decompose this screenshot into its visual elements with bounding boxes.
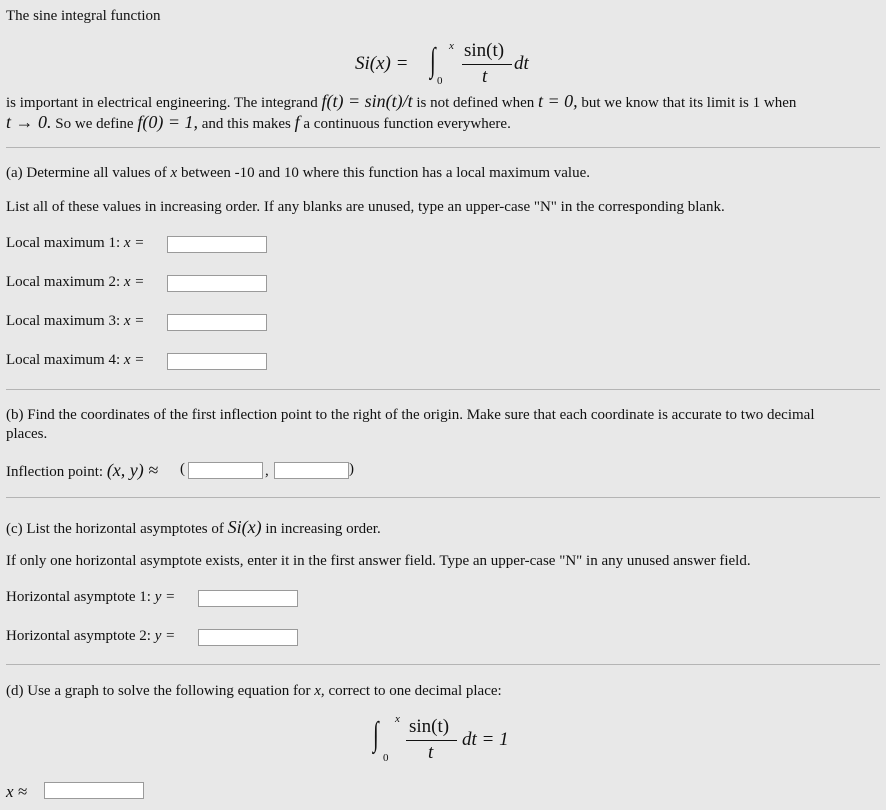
fraction-bar — [462, 64, 512, 65]
inflection-label-text: Inflection point: — [6, 464, 107, 480]
equation-lower-limit: 0 — [383, 752, 389, 764]
intro-line-2-text-c: but we know that its limit is 1 when — [577, 95, 797, 111]
asymptote-2-math: y = — [154, 628, 176, 644]
inflection-math: (x, y) ≈ — [106, 460, 159, 480]
local-max-4-input[interactable] — [167, 353, 267, 370]
part-a-prompt-a: (a) Determine all values of — [6, 165, 171, 181]
lower-limit: 0 — [437, 75, 443, 87]
part-b-prompt-line-1: (b) Find the coordinates of the first inflection point to the right of the origin. Make sure that each coordinate is accurate to two decimal — [6, 407, 815, 423]
formula-lhs: Si(x) = — [355, 53, 409, 74]
part-c-prompt-b: in increasing order. — [261, 521, 381, 537]
f-math: f — [294, 112, 300, 132]
intro-line-2 — [6, 91, 796, 112]
formula-numerator: sin(t) — [464, 40, 505, 61]
part-a-prompt — [6, 165, 590, 182]
open-paren: ( — [180, 461, 185, 477]
intro-line-3-text-c: a continuous function everywhere. — [299, 116, 511, 132]
intro-text: The sine integral function — [6, 8, 161, 24]
divider-1 — [6, 147, 880, 148]
inflection-label — [6, 460, 158, 481]
local-max-2-text: Local maximum 2: — [6, 274, 124, 290]
local-max-1-label — [6, 235, 144, 252]
local-max-1-input[interactable] — [167, 236, 267, 253]
part-d-answer-input[interactable] — [44, 782, 144, 799]
asymptote-2-text: Horizontal asymptote 2: — [6, 628, 155, 644]
local-max-1-math: x = — [123, 235, 145, 251]
part-c-prompt-a: (c) List the horizontal asymptotes of — [6, 521, 228, 537]
integrand-math: f(t) = sin(t)/t — [321, 91, 413, 111]
equation-denominator: t — [428, 742, 434, 763]
part-d-var: x, — [314, 683, 325, 699]
local-max-4-label — [6, 352, 144, 369]
f0-math: f(0) = 1, — [137, 112, 198, 132]
formula-denominator: t — [482, 66, 488, 87]
part-a-var: x — [170, 165, 178, 181]
asymptote-1-text: Horizontal asymptote 1: — [6, 589, 155, 605]
part-b-prompt-line-2: places. — [6, 426, 48, 442]
part-a-instructions: List all of these values in increasing order. If any blanks are unused, type an upper-case "N" in the corresponding blank. — [6, 199, 725, 215]
part-c-prompt — [6, 517, 381, 538]
intro-line-3-text-b: and this makes — [197, 116, 295, 132]
equation-upper-limit: x — [395, 713, 400, 725]
equation-integral-sign: ∫ — [373, 716, 379, 753]
part-c-instructions: If only one horizontal asymptote exists, enter it in the first answer field. Type an upper-case "N" in any unused answer field. — [6, 553, 751, 569]
local-max-4-text: Local maximum 4: — [6, 352, 124, 368]
intro-line-3-text-a: So we define — [51, 116, 138, 132]
asymptote-1-label — [6, 589, 175, 606]
close-paren: ) — [349, 461, 354, 477]
asymptote-1-input[interactable] — [198, 590, 298, 607]
divider-2 — [6, 389, 880, 390]
part-c-si-math: Si(x) — [227, 517, 262, 537]
local-max-3-math: x = — [123, 313, 145, 329]
local-max-3-label — [6, 313, 144, 330]
asymptote-2-input[interactable] — [198, 629, 298, 646]
local-max-2-math: x = — [123, 274, 145, 290]
asymptote-1-math: y = — [154, 589, 176, 605]
local-max-4-math: x = — [123, 352, 145, 368]
part-a-prompt-b: between -10 and 10 where this function has a local maximum value. — [177, 165, 590, 181]
limit-math: t → 0. — [6, 112, 52, 132]
upper-limit: x — [449, 40, 454, 52]
local-max-3-text: Local maximum 3: — [6, 313, 124, 329]
local-max-2-label — [6, 274, 144, 291]
integral-sign: ∫ — [430, 42, 436, 79]
comma: , — [265, 463, 269, 479]
t-equals-zero-math: t = 0, — [537, 91, 578, 111]
intro-line-2-text-b: is not defined when — [412, 95, 538, 111]
asymptote-2-label — [6, 628, 175, 645]
part-d-prompt — [6, 683, 502, 700]
divider-3 — [6, 497, 880, 498]
equation-rhs: dt = 1 — [462, 729, 509, 750]
local-max-3-input[interactable] — [167, 314, 267, 331]
inflection-x-input[interactable] — [188, 462, 263, 479]
local-max-2-input[interactable] — [167, 275, 267, 292]
local-max-1-text: Local maximum 1: — [6, 235, 124, 251]
part-d-prompt-b: correct to one decimal place: — [324, 683, 502, 699]
formula-differential: dt — [514, 53, 529, 74]
equation-fraction-bar — [406, 740, 457, 741]
intro-line-3 — [6, 112, 511, 133]
inflection-y-input[interactable] — [274, 462, 349, 479]
divider-4 — [6, 664, 880, 665]
intro-line-2-text-a: is important in electrical engineering. The integrand — [6, 95, 322, 111]
part-d-answer-label: x ≈ — [6, 782, 28, 801]
equation-numerator: sin(t) — [409, 716, 450, 737]
part-d-prompt-a: (d) Use a graph to solve the following equation for — [6, 683, 315, 699]
